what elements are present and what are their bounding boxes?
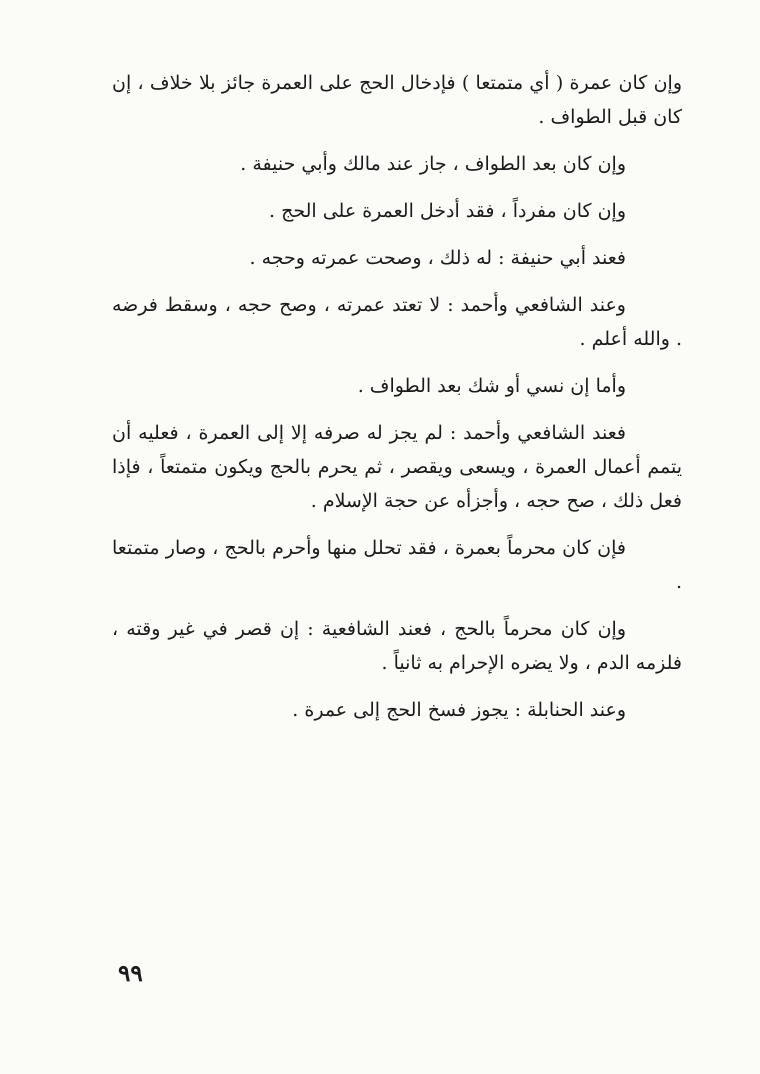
paragraph-8: فإن كان محرماً بعمرة ، فقد تحلل منها وأحرم بالحج ، وصار متمتعا . xyxy=(112,537,682,593)
paragraph-3: وإن كان مفرداً ، فقد أدخل العمرة على الحج . xyxy=(269,200,626,222)
paragraph-4: فعند أبي حنيفة : له ذلك ، وصحت عمرته وحجه . xyxy=(249,247,626,269)
paragraph-5: وعند الشافعي وأحمد : لا تعتد عمرته ، وصح حجه ، وسقط فرضه . والله أعلم . xyxy=(112,294,682,350)
paragraph-2: وإن كان بعد الطواف ، جاز عند مالك وأبي حنيفة . xyxy=(240,153,626,175)
paragraph-1: وإن كان عمرة ( أي متمتعا ) فإدخال الحج على العمرة جائز بلا خلاف ، إن كان قبل الطواف . xyxy=(112,72,682,128)
paragraph-6: وأما إن نسي أو شك بعد الطواف . xyxy=(357,375,626,397)
body-text xyxy=(112,66,682,740)
paragraph-10: وعند الحنابلة : يجوز فسخ الحج إلى عمرة . xyxy=(292,699,626,721)
paragraph-9: وإن كان محرماً بالحج ، فعند الشافعية : إن قصر في غير وقته ، فلزمه الدم ، ولا يضره الإحرام به ثانياً . xyxy=(112,618,682,674)
page-number: ٩٩ xyxy=(118,960,143,987)
paragraph-7: فعند الشافعي وأحمد : لم يجز له صرفه إلا إلى العمرة ، فعليه أن يتمم أعمال العمرة ، ويسعى ويقصر ، ثم يحرم بالحج ويكون متمتعاً ، فإذا فعل ذلك ، صح حجه ، وأجزأه عن حجة الإسلام . xyxy=(112,422,682,512)
